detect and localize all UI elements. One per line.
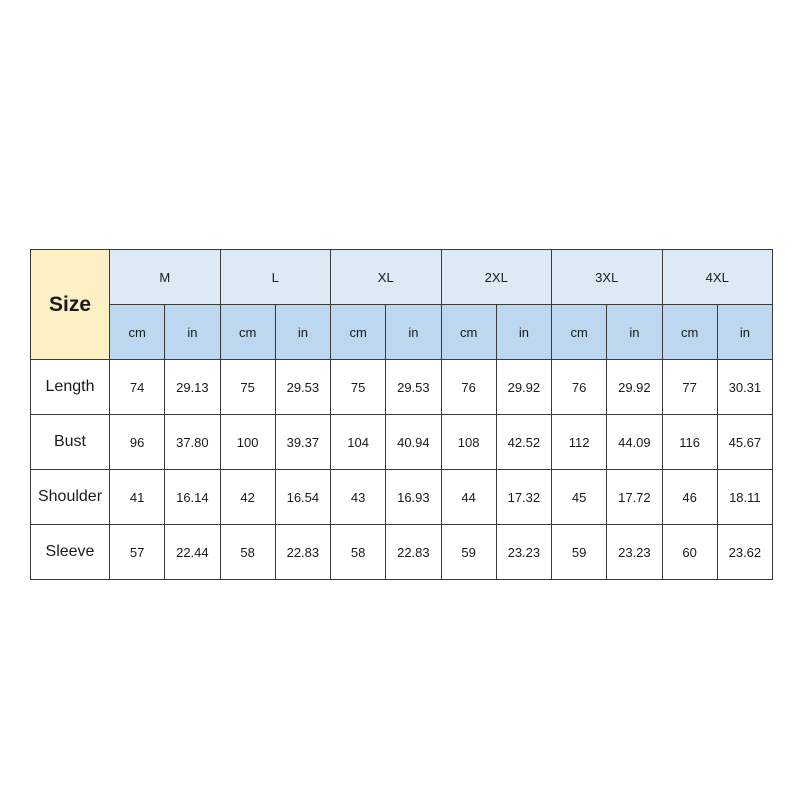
unit-in-header: in [607,305,662,360]
unit-cm-header: cm [110,305,165,360]
size-chart-table [30,249,773,580]
table-cell: 116 [662,415,717,470]
table-cell: 22.83 [386,525,441,580]
table-cell: 29.53 [275,360,330,415]
unit-in-header: in [496,305,551,360]
table-cell: 104 [331,415,386,470]
table-cell: 23.62 [717,525,772,580]
row-label-bust: Bust [31,415,110,470]
table-cell: 41 [110,470,165,525]
size-header-xl: XL [331,250,442,305]
table-cell: 23.23 [607,525,662,580]
table-cell: 46 [662,470,717,525]
row-label-length: Length [31,360,110,415]
table-cell: 100 [220,415,275,470]
table-cell: 59 [441,525,496,580]
table-cell: 29.92 [496,360,551,415]
table-cell: 57 [110,525,165,580]
table-cell: 42.52 [496,415,551,470]
table-cell: 43 [331,470,386,525]
table-cell: 75 [220,360,275,415]
row-label-sleeve: Sleeve [31,525,110,580]
unit-in-header: in [386,305,441,360]
size-header-row [31,250,773,305]
table-cell: 42 [220,470,275,525]
table-cell: 18.11 [717,470,772,525]
table-row-sleeve [31,525,773,580]
table-cell: 40.94 [386,415,441,470]
table-cell: 17.32 [496,470,551,525]
size-header-3xl: 3XL [552,250,663,305]
table-cell: 76 [552,360,607,415]
unit-cm-header: cm [331,305,386,360]
table-cell: 44 [441,470,496,525]
table-cell: 60 [662,525,717,580]
size-corner-header: Size [31,250,110,360]
table-row-length [31,360,773,415]
table-cell: 22.44 [165,525,220,580]
row-label-shoulder: Shoulder [31,470,110,525]
table-row-shoulder [31,470,773,525]
table-cell: 30.31 [717,360,772,415]
table-cell: 77 [662,360,717,415]
table-cell: 29.53 [386,360,441,415]
unit-cm-header: cm [441,305,496,360]
table-cell: 39.37 [275,415,330,470]
unit-cm-header: cm [662,305,717,360]
table-row-bust [31,415,773,470]
table-cell: 16.14 [165,470,220,525]
table-cell: 16.93 [386,470,441,525]
unit-in-header: in [275,305,330,360]
table-cell: 112 [552,415,607,470]
size-header-4xl: 4XL [662,250,773,305]
unit-header-row [31,305,773,360]
table-cell: 59 [552,525,607,580]
table-cell: 58 [331,525,386,580]
size-header-m: M [110,250,221,305]
table-cell: 37.80 [165,415,220,470]
table-cell: 29.13 [165,360,220,415]
unit-cm-header: cm [220,305,275,360]
unit-in-header: in [717,305,772,360]
size-header-l: L [220,250,331,305]
table-cell: 23.23 [496,525,551,580]
table-cell: 16.54 [275,470,330,525]
table-cell: 76 [441,360,496,415]
table-cell: 58 [220,525,275,580]
table-cell: 45 [552,470,607,525]
table-cell: 29.92 [607,360,662,415]
unit-cm-header: cm [552,305,607,360]
table-cell: 108 [441,415,496,470]
table-cell: 45.67 [717,415,772,470]
unit-in-header: in [165,305,220,360]
size-header-2xl: 2XL [441,250,552,305]
table-cell: 75 [331,360,386,415]
table-cell: 74 [110,360,165,415]
table-cell: 96 [110,415,165,470]
table-cell: 44.09 [607,415,662,470]
table-cell: 22.83 [275,525,330,580]
table-cell: 17.72 [607,470,662,525]
